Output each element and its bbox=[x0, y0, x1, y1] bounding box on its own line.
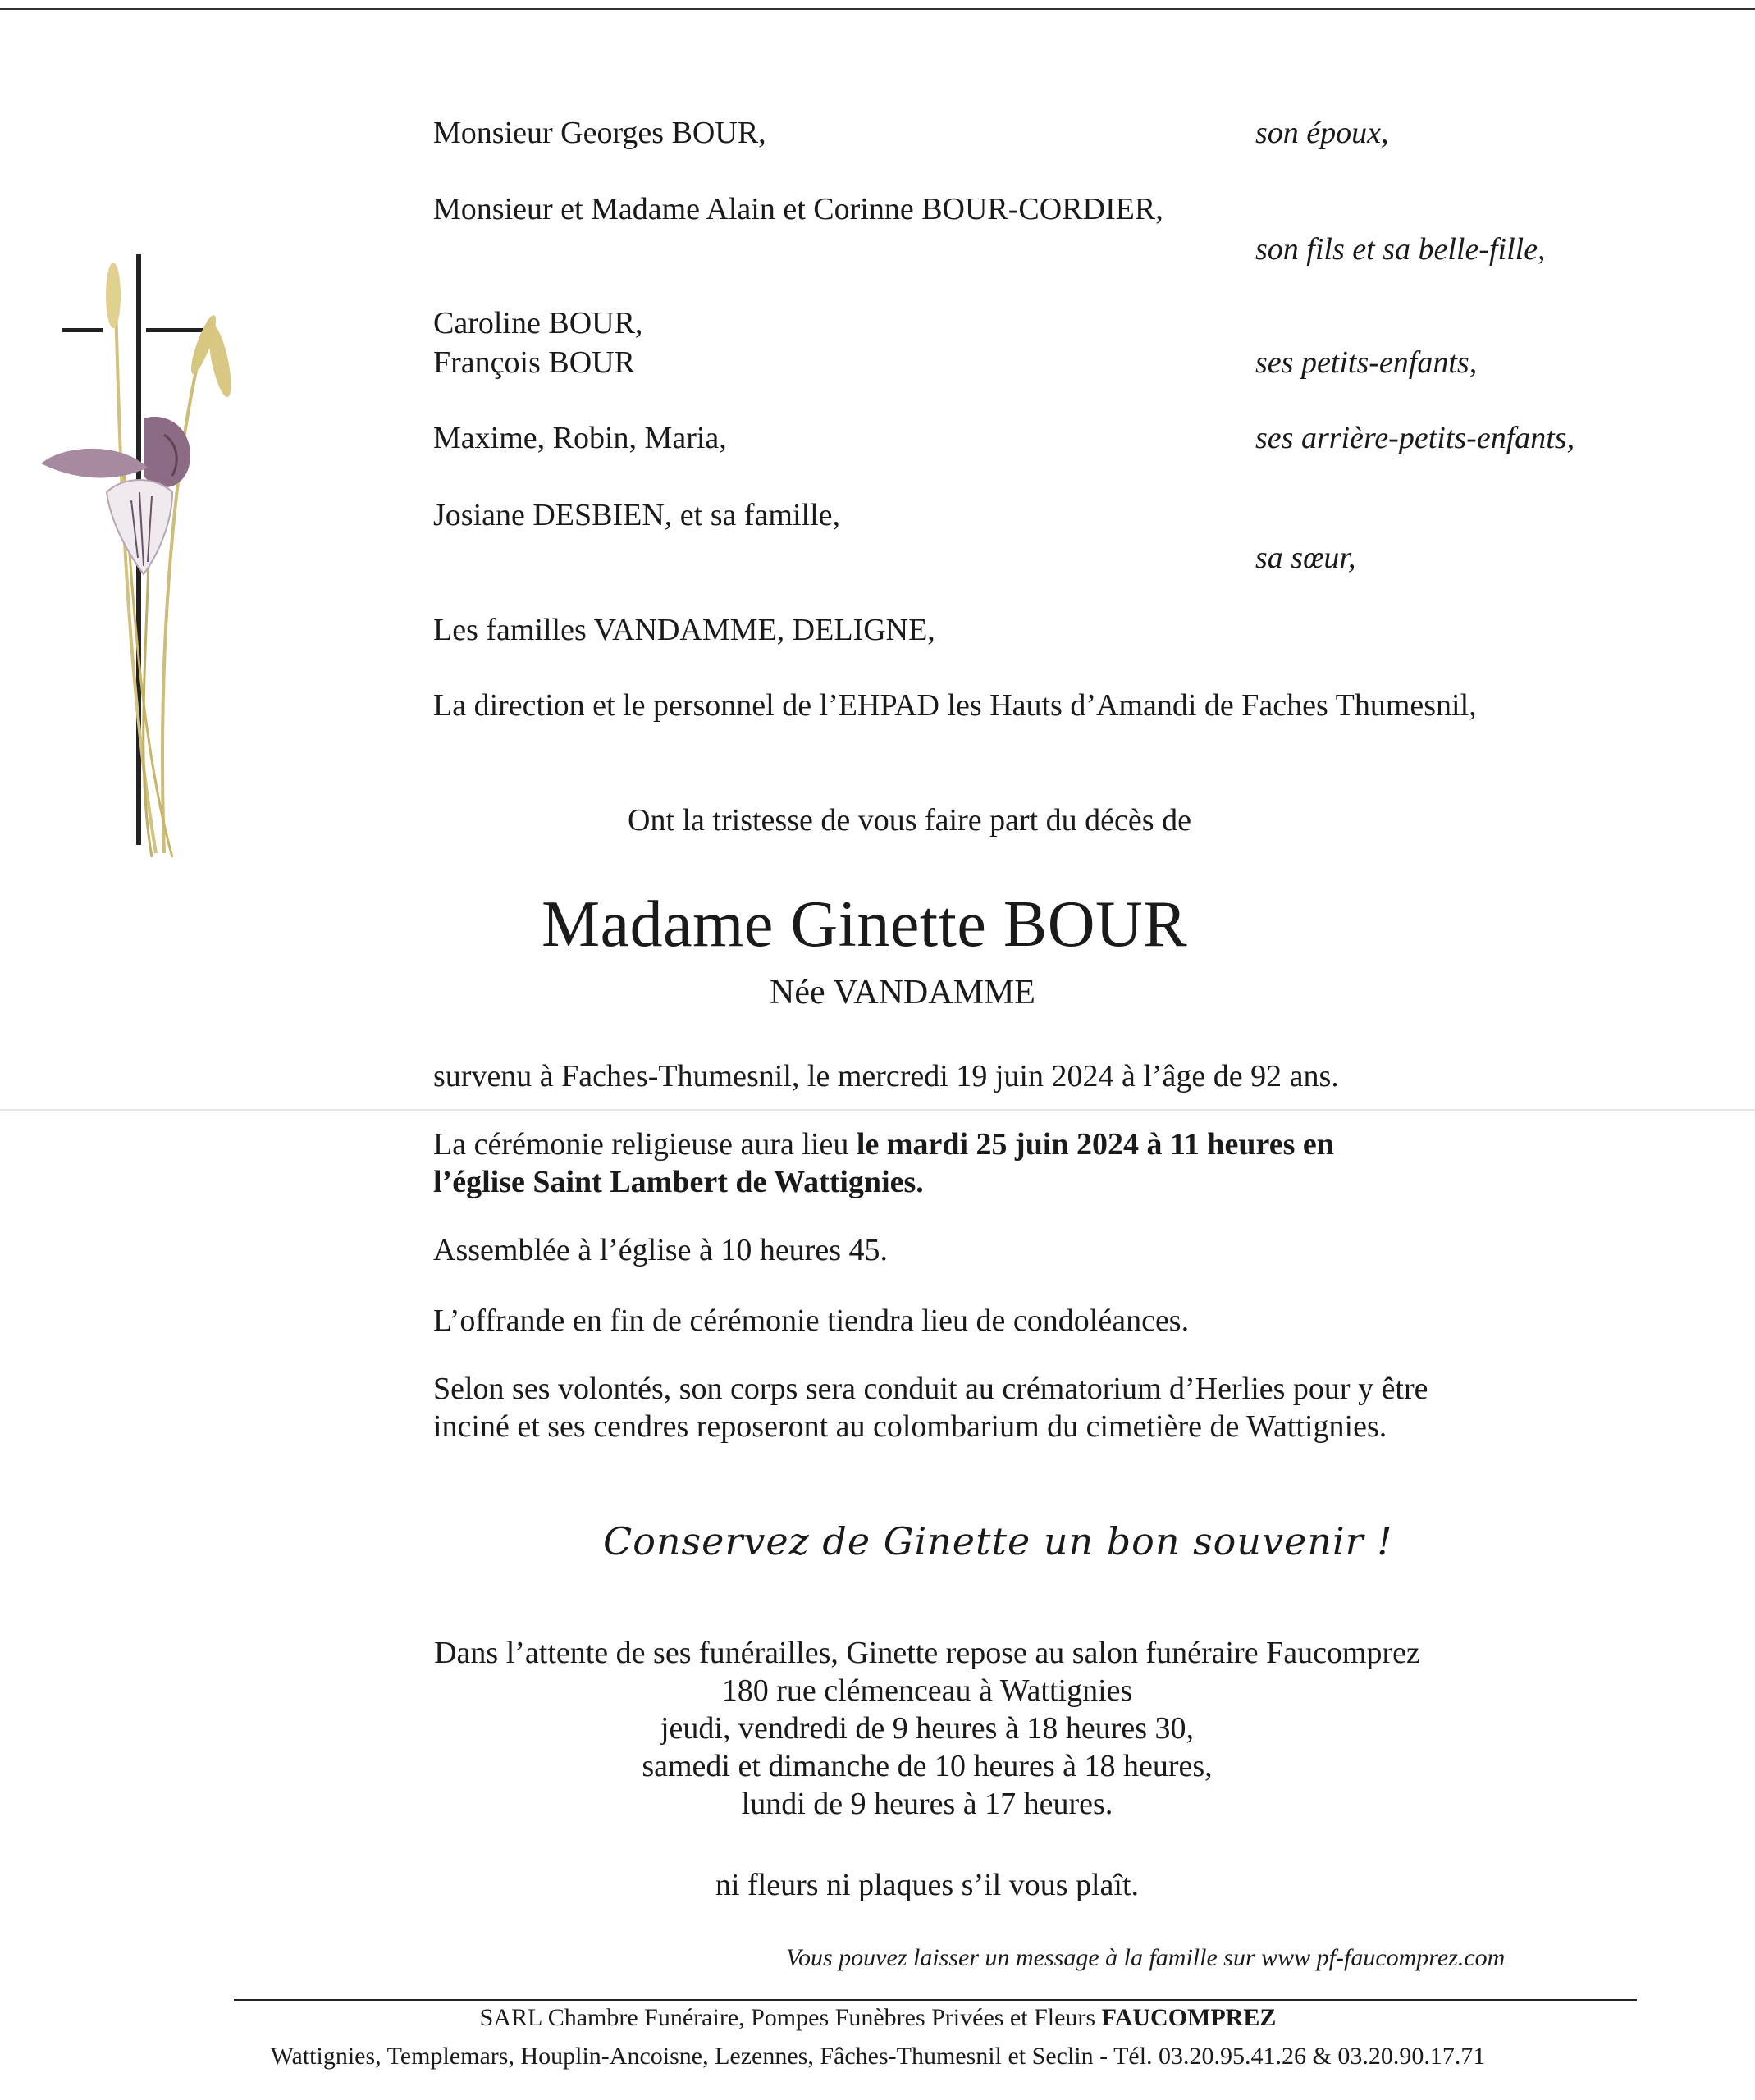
family-member-name: François BOUR bbox=[433, 345, 635, 380]
salon-block bbox=[345, 1634, 1510, 1823]
footer-company-name: FAUCOMPREZ bbox=[1101, 2004, 1277, 2031]
family-relation: ses petits-enfants, bbox=[1255, 345, 1478, 380]
ceremony-details bbox=[433, 1125, 1334, 1201]
wishes-line: Selon ses volontés, son corps sera conduit au crématorium d’Herlies pour y être bbox=[433, 1372, 1428, 1406]
family-member-name: Les familles VANDAMME, DELIGNE, bbox=[433, 613, 935, 647]
ceremony-date: le mardi 25 juin 2024 à 11 heures en bbox=[856, 1127, 1334, 1162]
salon-line: samedi et dimanche de 10 heures à 18 heures, bbox=[642, 1749, 1213, 1783]
family-member-name: Monsieur et Madame Alain et Corinne BOUR-CORDIER, bbox=[433, 192, 1163, 226]
footer-company bbox=[181, 2004, 1575, 2032]
announcement-intro: Ont la tristesse de vous faire part du décès de bbox=[628, 803, 1191, 838]
family-relation: sa sœur, bbox=[1255, 541, 1356, 575]
family-relation: ses arrière-petits-enfants, bbox=[1255, 421, 1575, 455]
ceremony-text: La cérémonie religieuse aura lieu bbox=[433, 1127, 857, 1162]
offering-note: L’offrande en fin de cérémonie tiendra lieu de condoléances. bbox=[433, 1303, 1190, 1338]
salon-line: jeudi, vendredi de 9 heures à 18 heures 30, bbox=[660, 1711, 1194, 1746]
death-details: survenu à Faches-Thumesnil, le mercredi 19 juin 2024 à l’âge de 92 ans. bbox=[433, 1059, 1339, 1093]
deceased-name: Madame Ginette BOUR bbox=[542, 888, 1188, 961]
footer-company-text: SARL Chambre Funéraire, Pompes Funèbres Privées et Fleurs bbox=[479, 2004, 1102, 2031]
family-member-name: Caroline BOUR, bbox=[433, 306, 643, 340]
wishes-paragraph bbox=[433, 1370, 1428, 1445]
family-relation: son fils et sa belle-fille, bbox=[1255, 232, 1546, 267]
message-note: Vous pouvez laisser un message à la famille sur www pf-faucomprez.com bbox=[786, 1944, 1506, 1971]
family-member-name: Monsieur Georges BOUR, bbox=[433, 116, 766, 150]
wishes-line: inciné et ses cendres reposeront au colombarium du cimetière de Wattignies. bbox=[433, 1409, 1387, 1444]
assembly-time: Assemblée à l’église à 10 heures 45. bbox=[433, 1233, 888, 1267]
cross-lily-wheat-icon bbox=[33, 246, 246, 870]
maiden-name: Née VANDAMME bbox=[770, 974, 1035, 1011]
top-rule bbox=[0, 8, 1755, 10]
salon-line: 180 rue clémenceau à Wattignies bbox=[721, 1673, 1133, 1708]
family-relation: son époux, bbox=[1255, 116, 1389, 150]
ceremony-place: l’église Saint Lambert de Wattignies. bbox=[433, 1165, 924, 1199]
salon-line: Dans l’attente de ses funérailles, Ginette repose au salon funéraire Faucomprez bbox=[434, 1636, 1420, 1670]
family-member-name: Maxime, Robin, Maria, bbox=[433, 421, 727, 455]
family-member-name: La direction et le personnel de l’EHPAD les Hauts d’Amandi de Faches Thumesnil, bbox=[433, 688, 1477, 723]
footer-rule bbox=[234, 1999, 1637, 2001]
family-member-name: Josiane DESBIEN, et sa famille, bbox=[433, 498, 841, 532]
footer-locations: Wattignies, Templemars, Houplin-Ancoisne, Lezennes, Fâches-Thumesnil et Seclin - Tél. 03.20.95.41.26 & 03.20.90.17.71 bbox=[270, 2043, 1486, 2070]
no-flowers-note: ni fleurs ni plaques s’il vous plaît. bbox=[715, 1868, 1140, 1902]
memory-line: Conservez de Ginette un bon souvenir ! bbox=[603, 1519, 1393, 1564]
fold-line bbox=[0, 1109, 1755, 1111]
salon-line: lundi de 9 heures à 17 heures. bbox=[741, 1787, 1113, 1821]
